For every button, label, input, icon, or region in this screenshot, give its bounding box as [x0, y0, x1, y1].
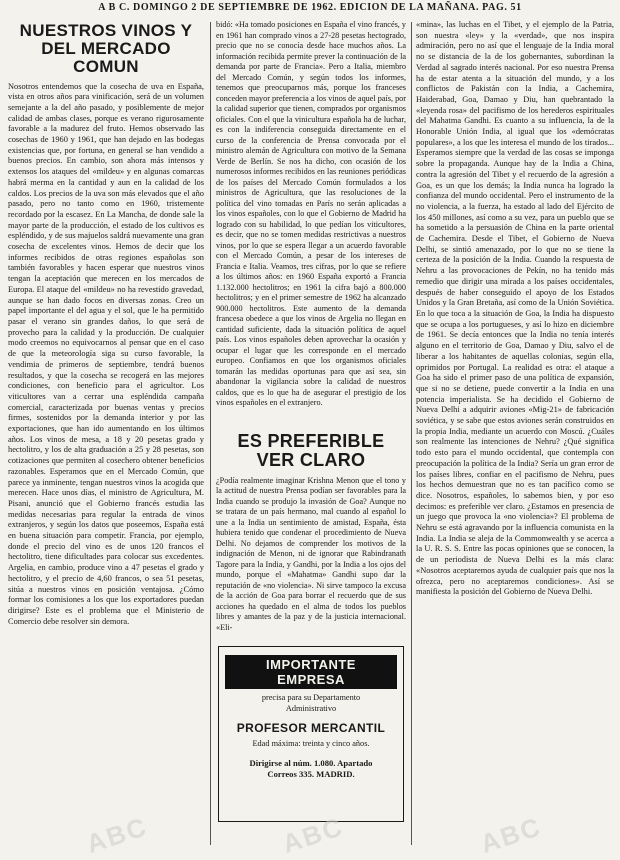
page-header: A B C. DOMINGO 2 DE SEPTIEMBRE DE 1962. EDICION DE LA MAÑANA. PAG. 51 [98, 2, 522, 13]
article-body-wines: Nosotros entendemos que la cosecha de uva en España, vista en otros años para vinificación, será de un volumen semejante a la del año pasado, y posiblemente de mejor calidad de ambas clases, porque es verano rigurosamente favorable a la madurez del fruto. Hemos observado las cosechas de 1960 y 1961, que han dejado en las bodegas existencias que, por fortuna, en general se han vendido a buenos precios. En cambio, son ahora más intensos y extensos los ataques del «mildeu» y en algunas comarcas habrá merma en la cantidad y aun en la calidad de los caldos. Los precios de la uva son más elevados que el año pasado, pero no tanto como en 1960, tristemente recordado por la escasez. En La Mancha, de donde sale la mayor parte de la producción, el estado de los cultivos es espléndido, y de sus majuelos saldrá nuevamente una gran cosecha de excelentes vinos. Hemos de decir que los informes recibidos de otras regiones españolas son también favorables y hacen esperar que nuestros vinos tengan la aceptación que merecen en los mercados de Europa. El ataque del «mildeu» no ha revestido gravedad, aunque se han dado focos en diversas zonas. Creo un papel importante el del agua y el sol, que le ha permitido pasar el verano sin grandes daños, lo que será de provecho para la calidad y la producción. De cualquier modo creemos no equivocarnos al pensar que en el caso de que la meteorología siga su curso favorable, la vendimia de primeros de septiembre, tendrá buenos resultados, y que la cosecha se recogerá en las mejores condiciones, con beneficio para el agricultor. Los viticultores van a cerrar una espléndida campaña comercial, caracterizada por buenas ventas y precios firmes, sostenidos por la demanda interior y por las exportaciones, que han ido aumentando en los últimos años. Los vinos de mesa, a 18 y 20 pesetas grado y hectolitro, y los de alta graduación a 25 y 28 pesetas, son cotizaciones que permiten al cosechero obtener beneficios razonables. Esperamos que en el Mercado Común, que parece ya inminente, tengan nuestros vinos la acogida que merecen. Hace unos días, el ministro de Agricultura, M. Pisani, anunció que el Gobierno francés estudia las medidas necesarias para regular la entrada de vinos extranjeros, y según los datos que poseemos, España está en buena situación para competir. Francia, por ejemplo, donde el precio del vino es de unos 120 francos el hectolitro, tiene dificultades para colocar sus excedentes. Argelia, en cambio, produce vino a 47 pesetas el grado y hectolitro, y el precio de 4,60 francos, o sea 51 pesetas, sitúa a nuestros vinos en posición ventajosa. ¿Cómo formar los comisiones a los que los exportadores puedan dirigirse? Este es el problema que el Ministerio de Comercio debe resolver sin demora. [8, 81, 204, 626]
article-headline-wines: NUESTROS VINOS Y DEL MERCADO COMUN [19, 21, 193, 76]
ad-contact-line-2: Correos 335. MADRID. [267, 768, 355, 779]
column-divider [411, 22, 412, 845]
column-divider [210, 22, 211, 845]
middle-column [216, 20, 406, 847]
ad-line-2: Administrativo [285, 703, 337, 713]
ad-contact-line-1: Dirigirse al núm. 1.080. Apartado [249, 757, 373, 768]
left-column [8, 20, 204, 847]
ad-role: PROFESOR MERCANTIL [236, 721, 386, 735]
watermark-logo: ABC [278, 811, 348, 859]
article-headline-see-clearly: ES PREFERIBLE VER CLARO [237, 431, 385, 470]
classified-ad [218, 646, 404, 822]
ad-requirement: Edad máxima: treinta y cinco años. [252, 739, 370, 748]
watermark-logo: ABC [82, 811, 152, 859]
right-column [416, 20, 614, 847]
watermark-logo: ABC [476, 811, 546, 859]
ad-contact [225, 758, 397, 780]
article-body-wines-continued: bidó: «Ha tomado posiciones en España el vino francés, y en 1961 han comprado vinos a 27-28 pesetas hectogrado, precio que no se conocía desde hace muchos años. La información recibida permite prever la continuación de la demanda por parte de Francia». Pero a Italia, miembro del Mercado Común, y según todos los informes, tenemos que preocuparnos más, porque los franceses conceden mayor preferencia a los vinos de aquel país, por la calidad superior que tienen, comprados por organismos oficiales. Con el que la vinicultura española ha de luchar, es con la indiferencia conseguida directamente en el curso de la conferencia de Prensa convocada por el ministro alemán de Agricultura con motivo de la Semana Verde de Berlín. Se nos ha dicho, con ocasión de los numerosos informes recibidos en las reuniones periódicas de los países del Mercado Común formulados a los ministros de Agricultura, que las resoluciones de la política del vino tomadas en París no serán aplicadas a los vinos españoles, con lo que el Gobierno de Madrid ha logrado con su habilidad, lo que pedían los viticultores, es decir, que no se tomen medidas restrictivas a nuestros vinos, por lo que se espera llegar a un acuerdo favorable con el Mercado Común, a pesar de los intereses de Francia e Italia. Veamos, tres cifras, por lo que se refiere a los últimos años: en 1960 España exportó a Francia 1.132.000 hectolitros; en 1961 la cifra bajó a 800.000 hectolitros; y en el primer semestre de 1962 ha alcanzado 900.000 hectolitros. Este aumento de la demanda francesa obedece a que los vinos de Argelia no llegan en cantidad suficiente, dada la situación política de aquel país. Los vinos españoles deben aprovechar la ocasión y ocupar el lugar que les corresponde en el mercado europeo. Confiamos en que los organismos oficiales tomarán las medidas oportunas para que así sea, sin abandonar la vigilancia sobre la calidad de nuestros caldos, que es lo que ha de asegurar el prestigio de los vinos españoles en el extranjero. [216, 20, 406, 407]
ad-title: IMPORTANTE EMPRESA [225, 655, 397, 689]
article-body-india: «mina», las luchas en el Tibet, y el ejemplo de la Patria, son nuestra «ley» y la «verdad», que nos inspira admiración, pero no así que el lenguaje de la India moral no se distancia de la de los gobernantes, subordinan la Verdad al sagrado interés nacional. Por eso nuestra Prensa ha de estar atenta a la situación del mundo, y a los conflictos de Pakistán con la India, a Cachemira, Haiderabad, Goa, Damao y Diu, han quebrantado la «leyenda rosa» del pacifismo de los herederos espirituales del Mahatma Gandhi. Es cuanto a su influencia, la de la Honorable Unión India, al igual que los «demócratas populares», a los que les interesa el mundo de los tirados... Esperamos siempre que la verdad de las cosas se imponga sobre la propaganda. Aunque hay de la India a China, contra la agresión del Tibet y el recuerdo de la agresión a Goa, es un que los demás; la India nunca ha logrado la confianza del mundo occidental. Pero el instrumento de la no violencia, a la fuerza, ha estado al lado del Ejército de los 450 millones, así como a su vez, para un pueblo que se ha sometido a la persuasión de China en la parte oriental de Cachemira. Desde el Tibet, el Gobierno de Nueva Delhi, se sintió amenazado, por lo que no se tiene la certeza de la posición de la India. Cuando la respuesta de Nehru a las provocaciones de Pekín, no ha tenido más remedio que dirigir una mirada a los países occidentales, después de haber conseguido el apoyo de los Estados Unidos y la Gran Bretaña, así como de la Unión Soviética. En lo que toca a la situación de Goa, la India ha dispuesto que se ocupa a los portugueses, y así lo hizo en diciembre de 1961. Se decía entonces que la India no tenía interés alguno en el territorio de Goa, Damao y Diu, salvo el de liberar a los habitantes de aquellas colonias, según ella, oprimidos por Portugal. La realidad es otra: el ataque a Goa ha sido el primer paso de una política de expansión, que si no se detiene, puede convertir a la India en una potencia imperialista. Se ha decidido el Gobierno de Nueva Delhi a adquirir aviones «Mig-21» de fabricación soviética, y se sabe que estos aviones serán construidos en la propia India, mediante un acuerdo con Moscú. ¿Cuáles son realmente las intenciones de Nehru? ¿Qué significa todo esto para el mundo occidental, que contempla con preocupación la política de la India? Sería un gran error de los países libres, confiar en el pacifismo de Nehru, pues los hechos demuestran que no es tan pacífico como se dice. Nosotros, españoles, lo sabemos bien, y por eso decimos: es preferible ver claro. ¿Estamos en presencia de un juego que provoca la «no violencia»? El problema de Nehru se está agravando por la influencia comunista en la India. La India se aleja de la Commonwealth y se acerca a la U. R. S. S. Entre las pocas opiniones que se conocen, la de un periodista de Nueva Delhi es la más clara: «Nosotros aceptaremos ayuda de cualquier país que nos la ofrezca, pero no aceptaremos condiciones». Así se manifiesta la posición del Gobierno de Nueva Delhi. [416, 20, 614, 597]
ad-line-1: precisa para su Departamento [261, 693, 361, 702]
article-body-see-clearly: ¿Podía realmente imaginar Krishna Menon que el tono y la actitud de nuestra Prensa podían ser favorables para la India cuando se produjo la invasión de Goa? Aunque no se tratara de un país hermano, mal cuando al español lo une a la India un sentimiento de amistad, España, ésta hubiera tenido que condenar el procedimiento de Nueva Delhi. No dejamos de comprender los motivos de la indignación de Menon, ni de ignorar que Rabindranath Tagore para la India, y Gandhi, por la India a los ojos del mundo, porque el «Mahatma» Gandhi supo dar la reputación de «no violencia». Ni sirve tampoco la excusa de la acción de Goa para borrar el recuerdo que de sus acciones ha quedado en el alma de todos los pueblos libres y amantes de la paz y de la justicia internacional. «Eli- [216, 475, 406, 632]
